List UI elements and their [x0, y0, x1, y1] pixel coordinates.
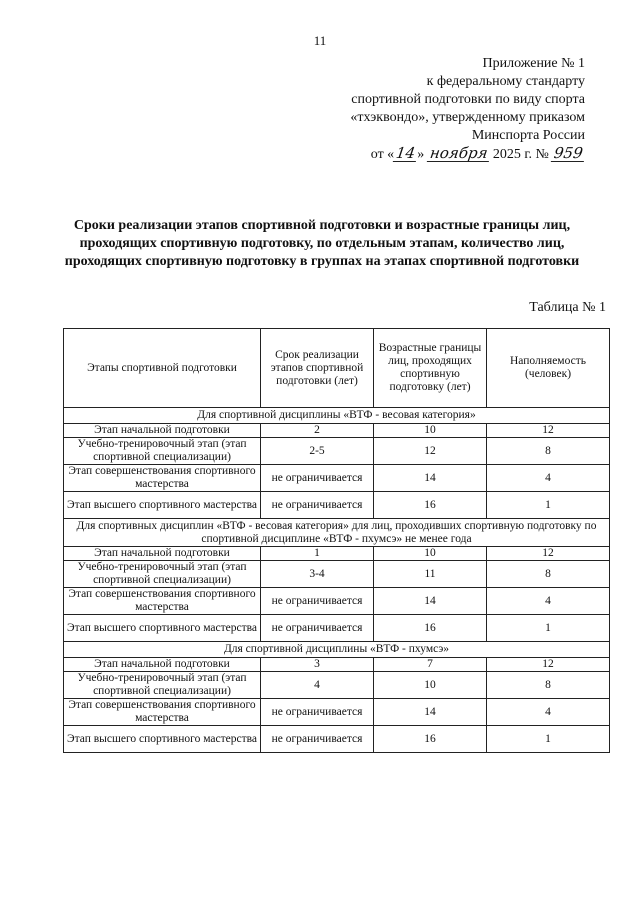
- stage-cell: Этап начальной подготовки: [64, 547, 261, 561]
- table-row: [64, 726, 610, 753]
- stages-table: [63, 328, 610, 753]
- appendix-line: Минспорта России: [471, 128, 585, 143]
- duration-cell: не ограничивается: [261, 465, 374, 492]
- stage-cell: Учебно-тренировочный этап (этап спортивной специализации): [64, 561, 261, 588]
- table-row: [64, 672, 610, 699]
- size-cell: 12: [487, 547, 610, 561]
- age-cell: 10: [374, 672, 487, 699]
- age-cell: 10: [374, 424, 487, 438]
- duration-cell: не ограничивается: [261, 615, 374, 642]
- order-number-handwritten: 959: [553, 144, 585, 162]
- size-cell: 12: [487, 424, 610, 438]
- section-title: Для спортивной дисциплины «ВТФ - пхумсэ»: [64, 642, 610, 658]
- appendix-line: спортивной подготовки по виду спорта: [351, 92, 585, 107]
- stage-cell: Этап высшего спортивного мастерства: [64, 615, 261, 642]
- size-cell: 8: [487, 561, 610, 588]
- age-cell: 16: [374, 492, 487, 519]
- section-title: Для спортивных дисциплин «ВТФ - весовая категория» для лиц, проходивших спортивную подготовку по спортивной дисциплине «ВТФ - пхумсэ» не менее года: [64, 519, 610, 547]
- appendix-block: [285, 55, 585, 164]
- duration-cell: 1: [261, 547, 374, 561]
- date-month-handwritten: ноября: [428, 144, 489, 162]
- order-date-line: [285, 145, 585, 164]
- table-row: [64, 438, 610, 465]
- table-row: [64, 424, 610, 438]
- table-row: [64, 492, 610, 519]
- header-duration: Срок реализации этапов спортивной подготовки (лет): [261, 329, 374, 408]
- table-header-row: [64, 329, 610, 408]
- size-cell: 8: [487, 438, 610, 465]
- section-title: Для спортивной дисциплины «ВТФ - весовая категория»: [64, 408, 610, 424]
- date-mid: »: [417, 147, 425, 162]
- stage-cell: Этап совершенствования спортивного мастерства: [64, 699, 261, 726]
- age-cell: 14: [374, 588, 487, 615]
- page-number: 11: [313, 33, 327, 48]
- stage-cell: Этап совершенствования спортивного мастерства: [64, 465, 261, 492]
- size-cell: 1: [487, 492, 610, 519]
- table-row: [64, 465, 610, 492]
- duration-cell: не ограничивается: [261, 699, 374, 726]
- age-cell: 11: [374, 561, 487, 588]
- document-title: Сроки реализации этапов спортивной подготовки и возрастные границы лиц, проходящих спортивную подготовку, по отдельным этапам, количество лиц, проходящих спортивную подготовку в группах на этапах спортивной подготовки: [64, 218, 580, 269]
- table-row: [64, 588, 610, 615]
- table-row: [64, 547, 610, 561]
- section-row: [64, 408, 610, 424]
- stage-cell: Этап начальной подготовки: [64, 424, 261, 438]
- age-cell: 7: [374, 658, 487, 672]
- section-row: [64, 642, 610, 658]
- size-cell: 1: [487, 726, 610, 753]
- size-cell: 12: [487, 658, 610, 672]
- duration-cell: не ограничивается: [261, 726, 374, 753]
- age-cell: 16: [374, 726, 487, 753]
- size-cell: 1: [487, 615, 610, 642]
- duration-cell: не ограничивается: [261, 492, 374, 519]
- header-age-limits: Возрастные границы лиц, проходящих спортивную подготовку (лет): [374, 329, 487, 408]
- age-cell: 16: [374, 615, 487, 642]
- duration-cell: 2: [261, 424, 374, 438]
- appendix-title: Приложение № 1: [482, 56, 585, 71]
- duration-cell: 4: [261, 672, 374, 699]
- duration-cell: 2-5: [261, 438, 374, 465]
- table-row: [64, 699, 610, 726]
- stage-cell: Этап высшего спортивного мастерства: [64, 492, 261, 519]
- size-cell: 4: [487, 465, 610, 492]
- size-cell: 8: [487, 672, 610, 699]
- stage-cell: Этап высшего спортивного мастерства: [64, 726, 261, 753]
- stage-cell: Этап начальной подготовки: [64, 658, 261, 672]
- age-cell: 14: [374, 465, 487, 492]
- duration-cell: 3-4: [261, 561, 374, 588]
- stage-cell: Этап совершенствования спортивного мастерства: [64, 588, 261, 615]
- stage-cell: Учебно-тренировочный этап (этап спортивной специализации): [64, 672, 261, 699]
- table-row: [64, 658, 610, 672]
- size-cell: 4: [487, 588, 610, 615]
- header-group-size: Наполняемость (человек): [487, 329, 610, 408]
- table-row: [64, 615, 610, 642]
- age-cell: 12: [374, 438, 487, 465]
- date-day-handwritten: 14: [394, 144, 417, 162]
- date-prefix: от «: [370, 147, 395, 162]
- section-row: [64, 519, 610, 547]
- stage-cell: Учебно-тренировочный этап (этап спортивной специализации): [64, 438, 261, 465]
- appendix-line: к федеральному стандарту: [426, 74, 585, 89]
- table-caption: Таблица № 1: [529, 300, 606, 315]
- header-stages: Этапы спортивной подготовки: [64, 329, 261, 408]
- age-cell: 10: [374, 547, 487, 561]
- age-cell: 14: [374, 699, 487, 726]
- date-year: 2025 г. №: [492, 147, 549, 162]
- appendix-line: «тхэквондо», утвержденному приказом: [350, 110, 585, 125]
- size-cell: 4: [487, 699, 610, 726]
- duration-cell: 3: [261, 658, 374, 672]
- duration-cell: не ограничивается: [261, 588, 374, 615]
- table-row: [64, 561, 610, 588]
